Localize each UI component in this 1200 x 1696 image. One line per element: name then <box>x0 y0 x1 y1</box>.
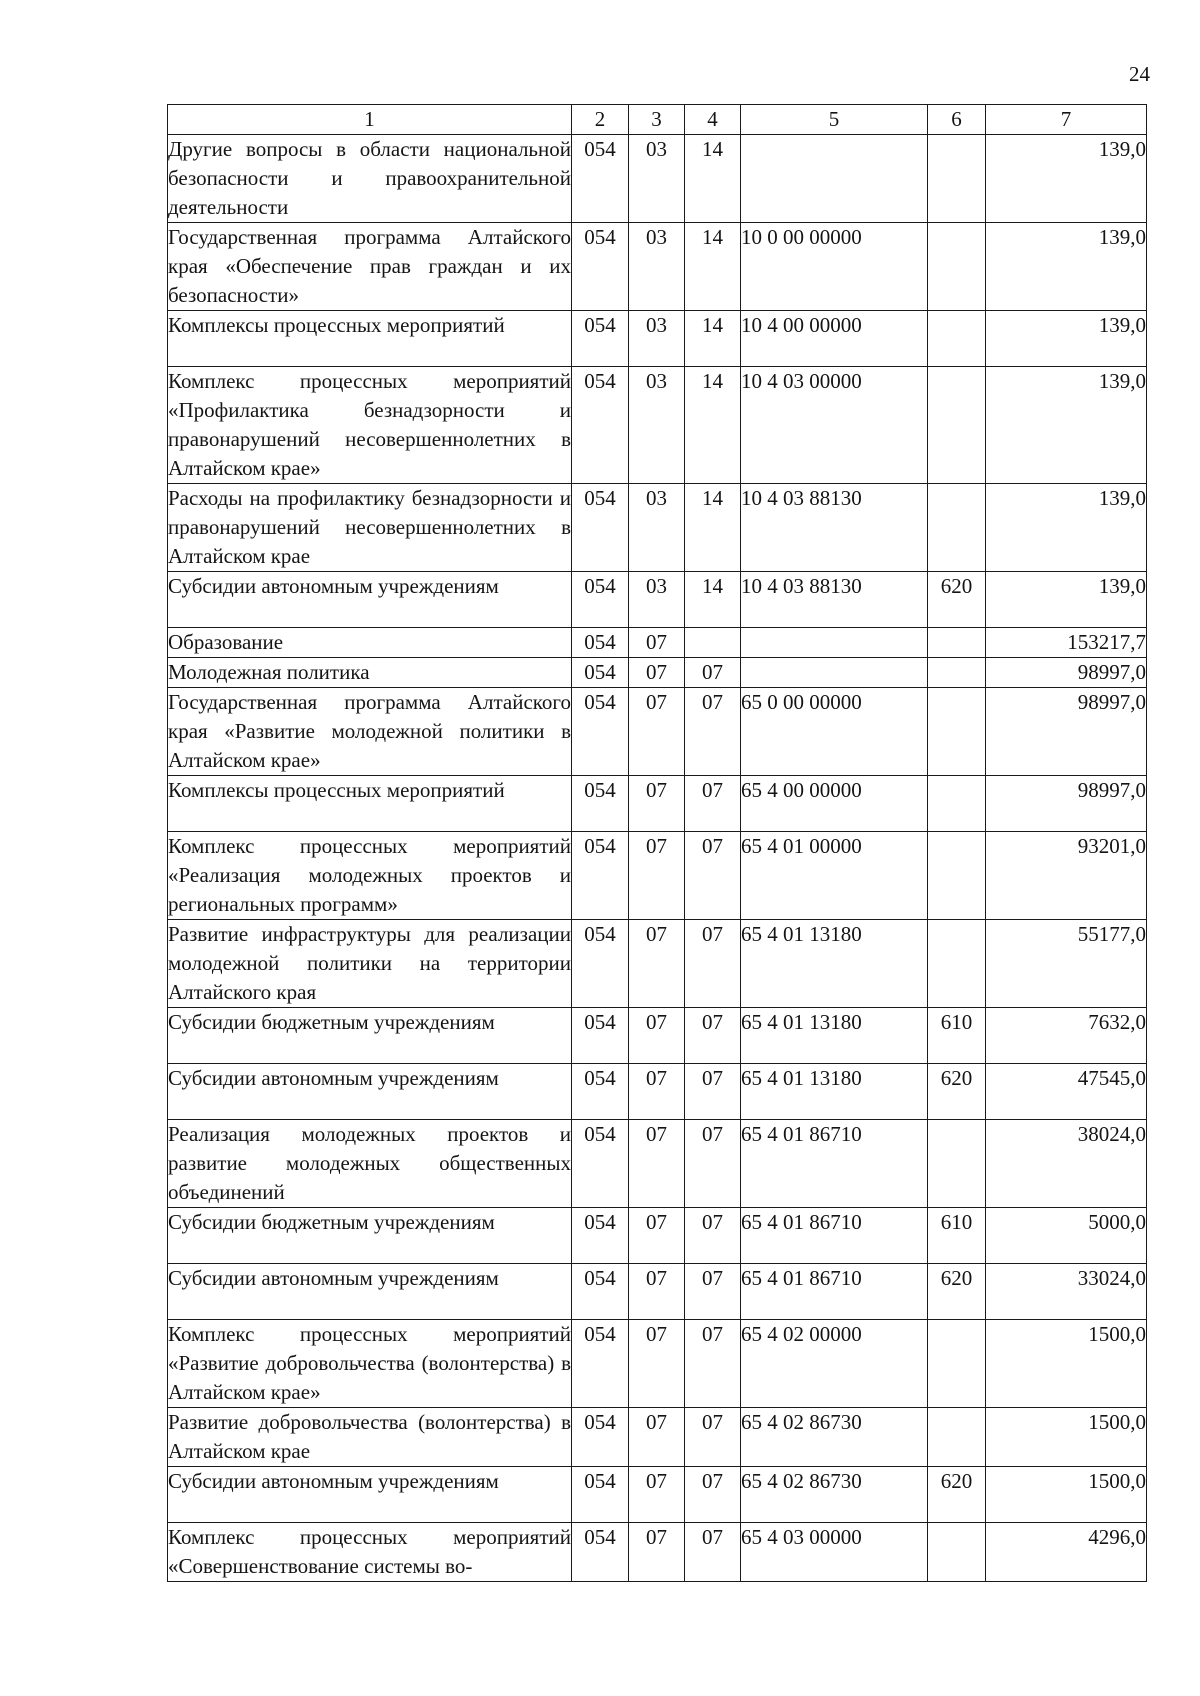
table-row <box>168 776 1147 832</box>
row-col6-cell: 610 <box>928 1008 986 1064</box>
table-row <box>168 223 1147 311</box>
row-col6-cell <box>928 688 986 776</box>
page-number: 24 <box>1129 62 1150 86</box>
row-name-cell: Субсидии автономным учреждениям <box>168 1264 572 1320</box>
row-col7-cell: 139,0 <box>986 223 1147 311</box>
row-col6-cell: 620 <box>928 1264 986 1320</box>
row-col5-cell: 65 4 02 86730 <box>741 1467 928 1523</box>
row-col3-cell: 03 <box>629 572 685 628</box>
row-col4-cell: 14 <box>685 223 741 311</box>
row-col7-cell: 38024,0 <box>986 1120 1147 1208</box>
row-name-cell: Государственная программа Алтайского края «Развитие молодежной политики в Алтайском крае» <box>168 688 572 776</box>
table-row <box>168 1467 1147 1523</box>
row-col3-cell: 07 <box>629 832 685 920</box>
row-col3-cell: 03 <box>629 367 685 484</box>
row-col4-cell: 07 <box>685 1120 741 1208</box>
row-col2-cell: 054 <box>572 1120 629 1208</box>
table-row <box>168 1008 1147 1064</box>
row-col4-cell: 07 <box>685 1467 741 1523</box>
row-col6-cell <box>928 628 986 658</box>
row-col3-cell: 07 <box>629 1120 685 1208</box>
row-col2-cell: 054 <box>572 832 629 920</box>
row-col6-cell: 620 <box>928 1467 986 1523</box>
row-col3-cell: 07 <box>629 1064 685 1120</box>
table-header <box>168 105 1147 135</box>
row-col5-cell: 65 4 00 00000 <box>741 776 928 832</box>
row-col4-cell: 14 <box>685 572 741 628</box>
row-col5-cell: 65 4 02 86730 <box>741 1408 928 1467</box>
row-name-cell: Субсидии автономным учреждениям <box>168 1064 572 1120</box>
header-col-6: 6 <box>928 105 986 135</box>
row-name-cell: Государственная программа Алтайского края «Обеспечение прав граждан и их безопасности» <box>168 223 572 311</box>
row-col4-cell: 14 <box>685 367 741 484</box>
row-col2-cell: 054 <box>572 1064 629 1120</box>
table-row <box>168 628 1147 658</box>
table-row <box>168 1320 1147 1408</box>
row-name-cell: Комплекс процессных мероприятий «Развитие добровольчества (волонтерства) в Алтайском крае» <box>168 1320 572 1408</box>
row-col4-cell: 07 <box>685 832 741 920</box>
row-col5-cell: 65 4 01 86710 <box>741 1120 928 1208</box>
row-col4-cell: 07 <box>685 1064 741 1120</box>
row-col7-cell: 1500,0 <box>986 1408 1147 1467</box>
budget-table <box>167 104 1147 1582</box>
row-name-cell: Реализация молодежных проектов и развитие молодежных общественных объединений <box>168 1120 572 1208</box>
row-col3-cell: 03 <box>629 223 685 311</box>
table-row <box>168 920 1147 1008</box>
row-col7-cell: 139,0 <box>986 572 1147 628</box>
table-row <box>168 658 1147 688</box>
row-col5-cell: 10 4 03 88130 <box>741 484 928 572</box>
row-col6-cell <box>928 1120 986 1208</box>
row-col3-cell: 07 <box>629 1008 685 1064</box>
row-col5-cell: 65 4 03 00000 <box>741 1523 928 1582</box>
row-col7-cell: 139,0 <box>986 484 1147 572</box>
row-name-cell: Молодежная политика <box>168 658 572 688</box>
row-col7-cell: 33024,0 <box>986 1264 1147 1320</box>
row-col3-cell: 07 <box>629 1523 685 1582</box>
row-col5-cell: 10 4 03 88130 <box>741 572 928 628</box>
table-row <box>168 1408 1147 1467</box>
row-col5-cell: 65 0 00 00000 <box>741 688 928 776</box>
row-col2-cell: 054 <box>572 688 629 776</box>
row-col3-cell: 07 <box>629 688 685 776</box>
row-col2-cell: 054 <box>572 135 629 223</box>
row-col5-cell: 65 4 01 86710 <box>741 1264 928 1320</box>
row-col3-cell: 07 <box>629 1408 685 1467</box>
row-col4-cell: 07 <box>685 776 741 832</box>
row-name-cell: Субсидии бюджетным учреждениям <box>168 1008 572 1064</box>
row-col5-cell: 65 4 02 00000 <box>741 1320 928 1408</box>
row-col6-cell <box>928 1408 986 1467</box>
row-col4-cell: 07 <box>685 1320 741 1408</box>
row-col2-cell: 054 <box>572 658 629 688</box>
row-col6-cell: 620 <box>928 1064 986 1120</box>
row-col7-cell: 139,0 <box>986 135 1147 223</box>
row-col7-cell: 139,0 <box>986 311 1147 367</box>
row-col6-cell <box>928 367 986 484</box>
row-col2-cell: 054 <box>572 1264 629 1320</box>
table-row <box>168 572 1147 628</box>
row-col3-cell: 07 <box>629 1467 685 1523</box>
header-col-4: 4 <box>685 105 741 135</box>
row-col5-cell: 65 4 01 00000 <box>741 832 928 920</box>
table-row <box>168 832 1147 920</box>
row-name-cell: Комплексы процессных мероприятий <box>168 776 572 832</box>
row-name-cell: Расходы на профилактику безнадзорности и правонарушений несовершеннолетних в Алтайском крае <box>168 484 572 572</box>
row-col3-cell: 07 <box>629 1320 685 1408</box>
row-col2-cell: 054 <box>572 1320 629 1408</box>
row-col5-cell: 65 4 01 13180 <box>741 920 928 1008</box>
row-col4-cell: 07 <box>685 920 741 1008</box>
table-row <box>168 367 1147 484</box>
row-col6-cell <box>928 135 986 223</box>
row-col4-cell: 14 <box>685 135 741 223</box>
table-row <box>168 1064 1147 1120</box>
row-col4-cell: 07 <box>685 1523 741 1582</box>
row-col6-cell: 620 <box>928 572 986 628</box>
row-col2-cell: 054 <box>572 776 629 832</box>
row-col7-cell: 153217,7 <box>986 628 1147 658</box>
header-col-2: 2 <box>572 105 629 135</box>
row-col7-cell: 139,0 <box>986 367 1147 484</box>
table-row <box>168 311 1147 367</box>
row-col3-cell: 03 <box>629 311 685 367</box>
row-col2-cell: 054 <box>572 367 629 484</box>
row-col4-cell <box>685 628 741 658</box>
row-col4-cell: 14 <box>685 311 741 367</box>
row-col6-cell <box>928 1523 986 1582</box>
row-col2-cell: 054 <box>572 1008 629 1064</box>
table-row <box>168 1523 1147 1582</box>
row-col5-cell: 10 0 00 00000 <box>741 223 928 311</box>
header-col-1: 1 <box>168 105 572 135</box>
row-col2-cell: 054 <box>572 1408 629 1467</box>
table-row <box>168 484 1147 572</box>
row-name-cell: Субсидии бюджетным учреждениям <box>168 1208 572 1264</box>
row-col7-cell: 4296,0 <box>986 1523 1147 1582</box>
row-col4-cell: 07 <box>685 688 741 776</box>
row-col6-cell <box>928 1320 986 1408</box>
row-name-cell: Комплекс процессных мероприятий «Совершенствование системы во- <box>168 1523 572 1582</box>
row-name-cell: Образование <box>168 628 572 658</box>
header-col-7: 7 <box>986 105 1147 135</box>
row-col3-cell: 03 <box>629 484 685 572</box>
table-row <box>168 1208 1147 1264</box>
row-col5-cell: 65 4 01 13180 <box>741 1008 928 1064</box>
row-name-cell: Развитие инфраструктуры для реализации молодежной политики на территории Алтайского края <box>168 920 572 1008</box>
header-row <box>168 105 1147 135</box>
table-row <box>168 135 1147 223</box>
row-col4-cell: 07 <box>685 1264 741 1320</box>
row-col7-cell: 1500,0 <box>986 1467 1147 1523</box>
row-col2-cell: 054 <box>572 484 629 572</box>
row-col4-cell: 07 <box>685 1408 741 1467</box>
row-col2-cell: 054 <box>572 311 629 367</box>
row-col5-cell <box>741 658 928 688</box>
row-col6-cell <box>928 776 986 832</box>
row-name-cell: Другие вопросы в области национальной безопасности и правоохранительной деятельности <box>168 135 572 223</box>
row-col3-cell: 07 <box>629 1208 685 1264</box>
row-col4-cell: 07 <box>685 658 741 688</box>
table-row <box>168 1264 1147 1320</box>
row-col6-cell <box>928 311 986 367</box>
row-col7-cell: 93201,0 <box>986 832 1147 920</box>
row-col5-cell: 10 4 00 00000 <box>741 311 928 367</box>
row-col2-cell: 054 <box>572 628 629 658</box>
row-name-cell: Субсидии автономным учреждениям <box>168 572 572 628</box>
table-body <box>168 135 1147 1582</box>
row-col3-cell: 07 <box>629 658 685 688</box>
row-col6-cell <box>928 223 986 311</box>
header-col-3: 3 <box>629 105 685 135</box>
row-col2-cell: 054 <box>572 1467 629 1523</box>
row-col6-cell <box>928 658 986 688</box>
row-col2-cell: 054 <box>572 920 629 1008</box>
row-col2-cell: 054 <box>572 223 629 311</box>
row-col3-cell: 07 <box>629 1264 685 1320</box>
row-col6-cell <box>928 832 986 920</box>
row-name-cell: Развитие добровольчества (волонтерства) в Алтайском крае <box>168 1408 572 1467</box>
row-col6-cell <box>928 920 986 1008</box>
row-col7-cell: 98997,0 <box>986 776 1147 832</box>
row-col5-cell: 65 4 01 86710 <box>741 1208 928 1264</box>
row-col4-cell: 07 <box>685 1208 741 1264</box>
row-col7-cell: 1500,0 <box>986 1320 1147 1408</box>
row-col6-cell <box>928 484 986 572</box>
row-col7-cell: 7632,0 <box>986 1008 1147 1064</box>
row-col3-cell: 07 <box>629 776 685 832</box>
row-name-cell: Комплексы процессных мероприятий <box>168 311 572 367</box>
header-col-5: 5 <box>741 105 928 135</box>
row-name-cell: Комплекс процессных мероприятий «Реализация молодежных проектов и региональных программ» <box>168 832 572 920</box>
row-col5-cell <box>741 135 928 223</box>
row-col2-cell: 054 <box>572 572 629 628</box>
row-name-cell: Субсидии автономным учреждениям <box>168 1467 572 1523</box>
row-col7-cell: 98997,0 <box>986 658 1147 688</box>
row-col7-cell: 47545,0 <box>986 1064 1147 1120</box>
row-col4-cell: 07 <box>685 1008 741 1064</box>
row-col2-cell: 054 <box>572 1523 629 1582</box>
table-row <box>168 1120 1147 1208</box>
row-name-cell: Комплекс процессных мероприятий «Профилактика безнадзорности и правонарушений несовершеннолетних в Алтайском крае» <box>168 367 572 484</box>
row-col5-cell <box>741 628 928 658</box>
row-col7-cell: 98997,0 <box>986 688 1147 776</box>
row-col3-cell: 07 <box>629 628 685 658</box>
row-col7-cell: 5000,0 <box>986 1208 1147 1264</box>
row-col6-cell: 610 <box>928 1208 986 1264</box>
row-col5-cell: 65 4 01 13180 <box>741 1064 928 1120</box>
table-row <box>168 688 1147 776</box>
row-col7-cell: 55177,0 <box>986 920 1147 1008</box>
row-col4-cell: 14 <box>685 484 741 572</box>
row-col3-cell: 03 <box>629 135 685 223</box>
row-col2-cell: 054 <box>572 1208 629 1264</box>
row-col5-cell: 10 4 03 00000 <box>741 367 928 484</box>
row-col3-cell: 07 <box>629 920 685 1008</box>
